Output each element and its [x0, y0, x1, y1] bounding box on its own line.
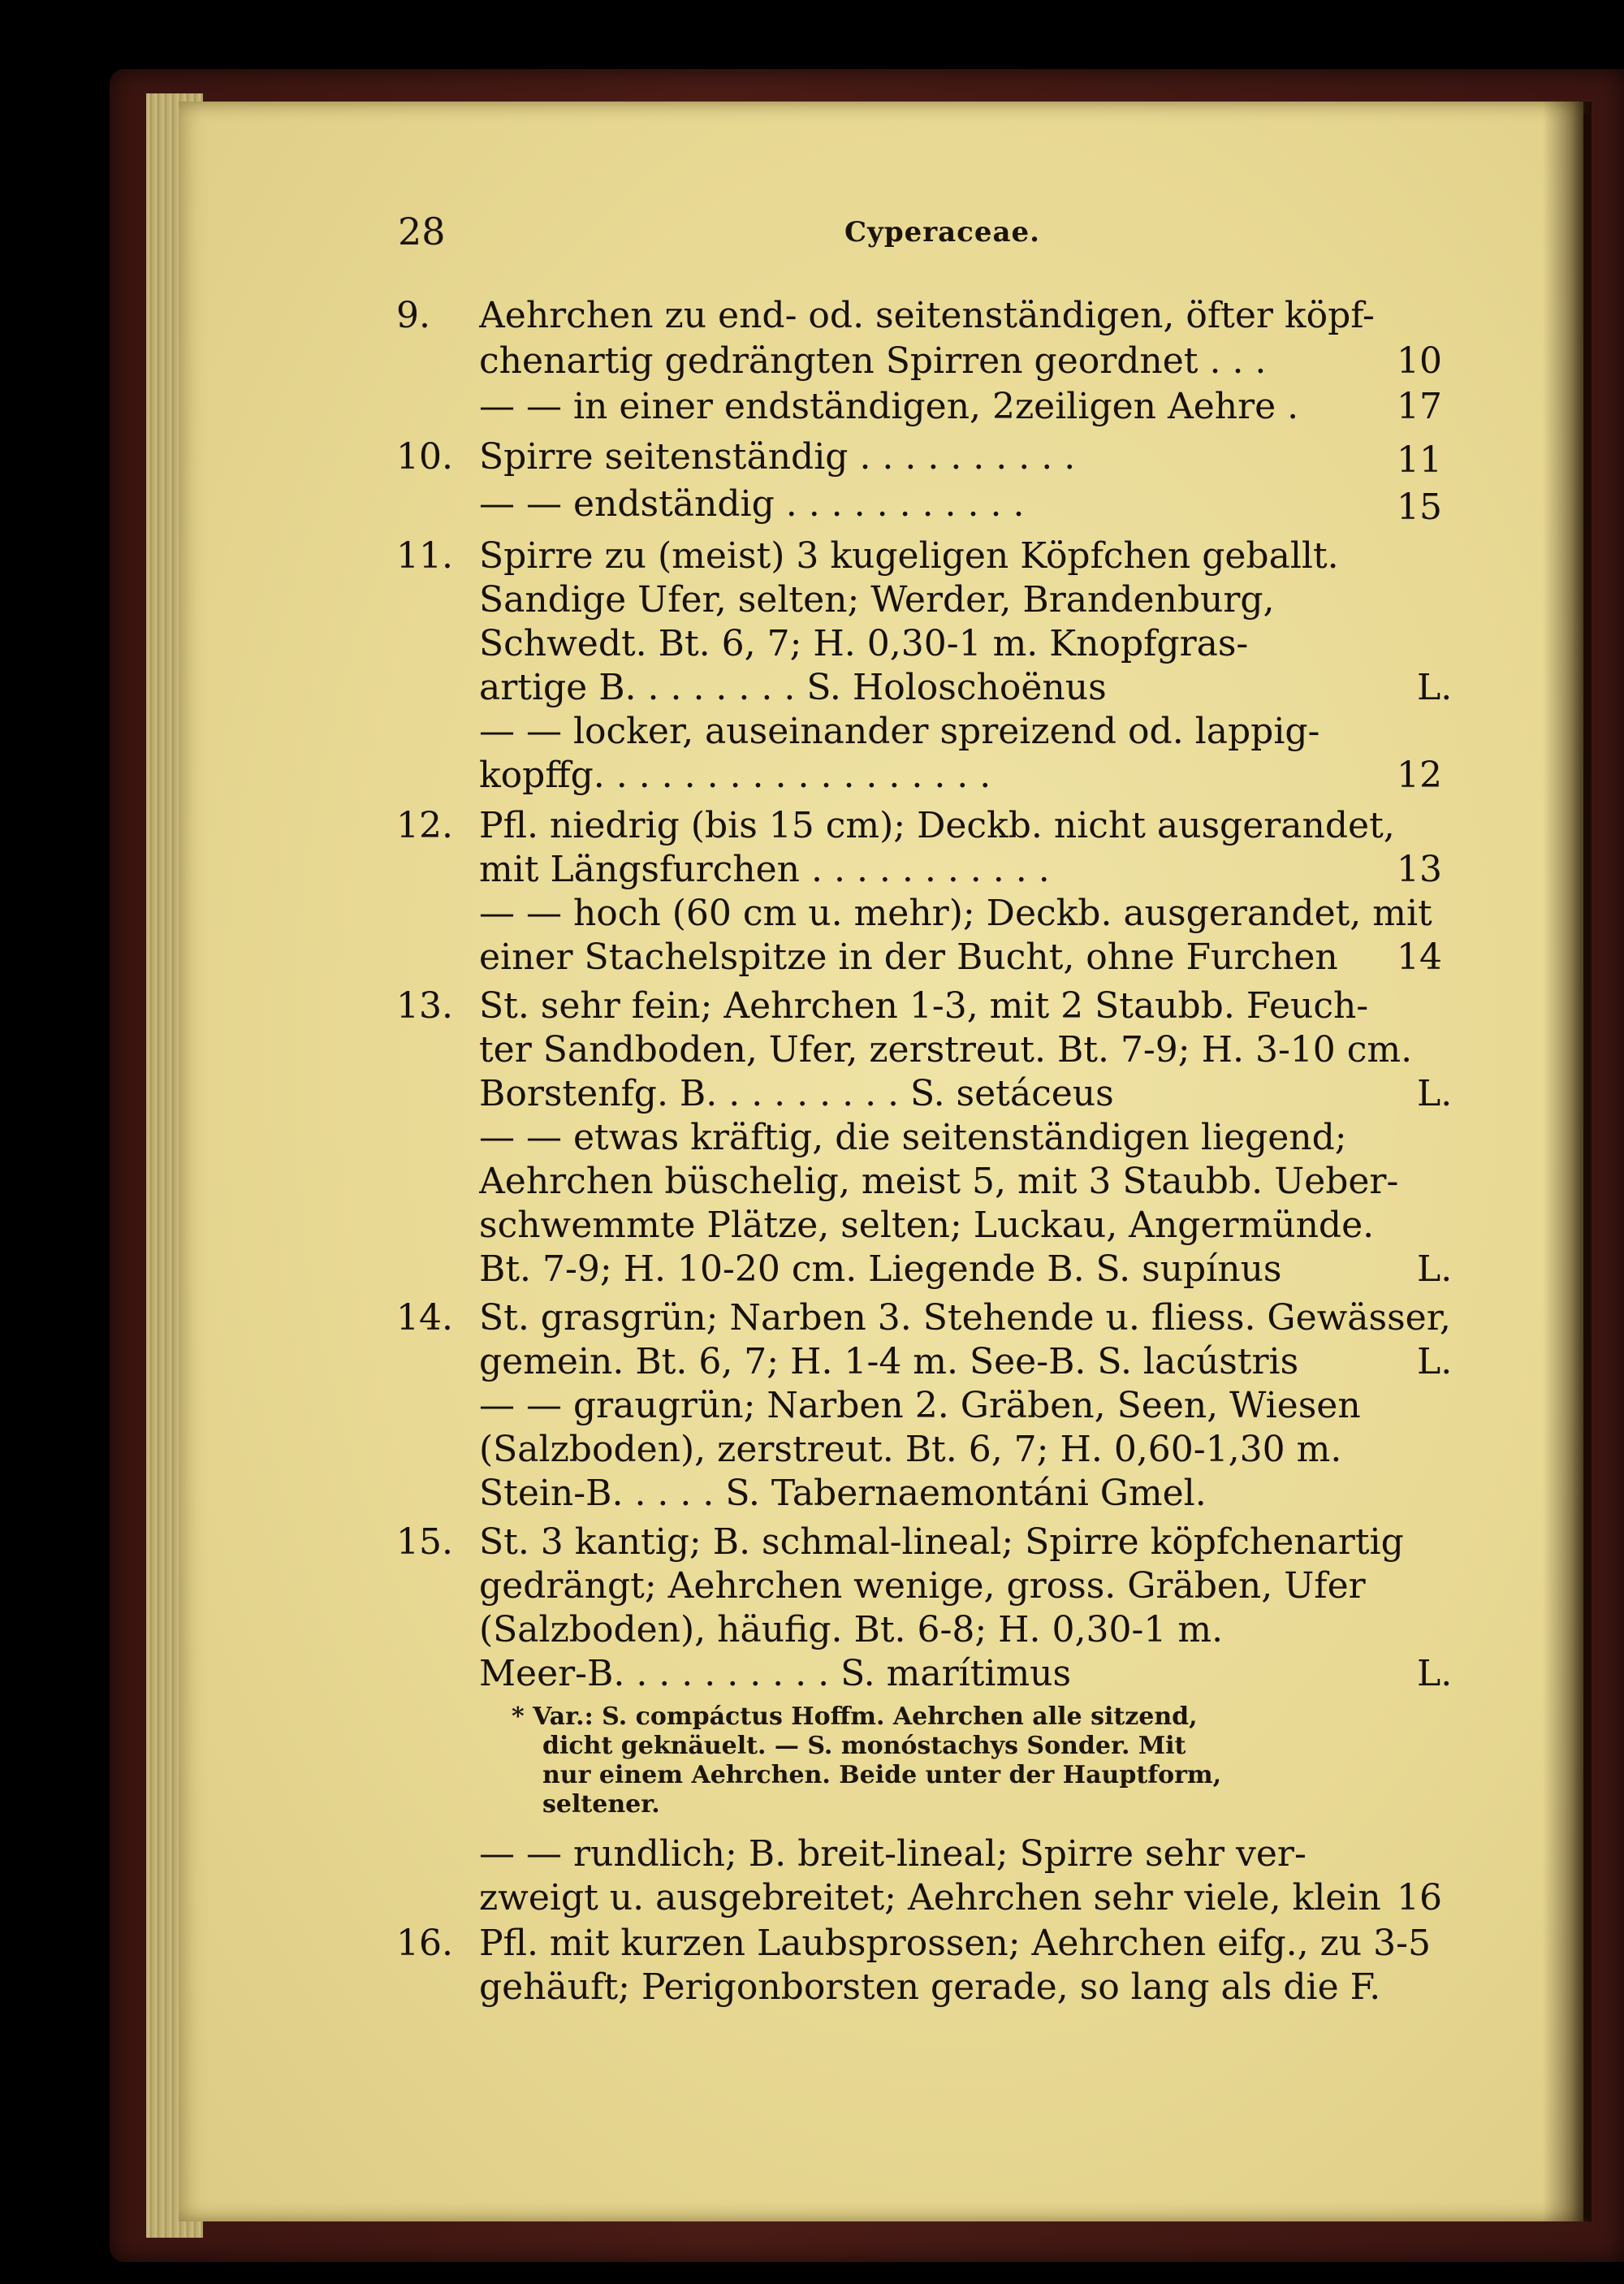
text-line: gedrängt; Aehrchen wenige, gross. Gräben, Ufer — [479, 1565, 1366, 1607]
text-line: kopffg. . . . . . . . . . . . . . . . . . — [479, 755, 991, 796]
text-line: Spirre zu (meist) 3 kugeligen Köpfchen geballt. — [479, 535, 1339, 577]
text-line: ter Sandboden, Ufer, zerstreut. Bt. 7-9; H. 3-10 cm. — [479, 1029, 1413, 1071]
entry-number: 15. — [396, 1521, 453, 1563]
text-line: zweigt u. ausgebreitet; Aehrchen sehr viele, klein — [479, 1877, 1381, 1918]
cross-reference: 15 — [1397, 487, 1442, 528]
text-line: — — rundlich; B. breit-lineal; Spirre sehr ver- — [479, 1833, 1307, 1875]
text-line: Pfl. mit kurzen Laubsprossen; Aehrchen eifg., zu 3-5 — [479, 1923, 1431, 1964]
text-line: gehäuft; Perigonborsten gerade, so lang als die F. — [479, 1966, 1381, 2008]
text-line: — — hoch (60 cm u. mehr); Deckb. ausgerandet, mit — [479, 893, 1432, 934]
text-line: gemein. Bt. 6, 7; H. 1-4 m. See-B. S. lacústris — [479, 1341, 1299, 1382]
text-line: Stein-B. . . . . S. Tabernaemontáni Gmel. — [479, 1473, 1207, 1514]
running-title: Cyperaceae. — [844, 216, 1040, 249]
cross-reference: 13 — [1397, 849, 1442, 890]
entry-number: 10. — [396, 436, 453, 478]
text-line: mit Längsfurchen . . . . . . . . . . . — [479, 849, 1050, 890]
entry-number: 13. — [396, 985, 453, 1027]
spine-fold — [1583, 114, 1590, 2217]
author-citation: L. — [1417, 1341, 1453, 1382]
text-line: Schwedt. Bt. 6, 7; H. 0,30-1 m. Knopfgras- — [479, 623, 1249, 664]
author-citation: L. — [1417, 1248, 1453, 1290]
text-line: einer Stachelspitze in der Bucht, ohne Furchen — [479, 937, 1338, 978]
cross-reference: 17 — [1397, 386, 1442, 427]
entry-number: 9. — [396, 295, 430, 336]
text-line: Borstenfg. B. . . . . . . . . S. setáceus — [479, 1073, 1114, 1114]
text-line: St. sehr fein; Aehrchen 1-3, mit 2 Staubb. Feuch- — [479, 985, 1369, 1027]
entry-number: 11. — [396, 535, 453, 577]
text-line: Meer-B. . . . . . . . . . S. marítimus — [479, 1653, 1072, 1694]
text-line: — — etwas kräftig, die seitenständigen liegend; — [479, 1117, 1347, 1158]
text-line: Spirre seitenständig . . . . . . . . . . — [479, 436, 1076, 478]
text-line: chenartig gedrängten Spirren geordnet . . . — [479, 340, 1267, 382]
text-line: — — graugrün; Narben 2. Gräben, Seen, Wiesen — [479, 1385, 1361, 1426]
variety-note-line: seltener. — [542, 1790, 660, 1819]
text-line: Pfl. niedrig (bis 15 cm); Deckb. nicht ausgerandet, — [479, 805, 1395, 846]
author-citation: L. — [1417, 1073, 1453, 1114]
cross-reference: 12 — [1397, 755, 1442, 796]
author-citation: L. — [1417, 1653, 1453, 1694]
entry-number: 16. — [396, 1923, 453, 1964]
entry-number: 12. — [396, 805, 453, 846]
author-citation: L. — [1417, 667, 1453, 708]
text-line: artige B. . . . . . . . S. Holoschoënus — [479, 667, 1107, 708]
text-line: — — endständig . . . . . . . . . . . — [479, 483, 1025, 525]
variety-note-line: * Var.: S. compáctus Hoffm. Aehrchen alle sitzend, — [512, 1702, 1198, 1731]
text-line: (Salzboden), zerstreut. Bt. 6, 7; H. 0,60-1,30 m. — [479, 1429, 1342, 1470]
text-line: Sandige Ufer, selten; Werder, Brandenburg, — [479, 579, 1275, 621]
text-line: Aehrchen büschelig, meist 5, mit 3 Staubb. Ueber- — [479, 1161, 1399, 1202]
cross-reference: 16 — [1397, 1877, 1442, 1918]
text-line: (Salzboden), häufig. Bt. 6-8; H. 0,30-1 m. — [479, 1609, 1224, 1650]
variety-note-line: dicht geknäuelt. — S. monóstachys Sonder. Mit — [542, 1732, 1186, 1760]
cross-reference: 14 — [1397, 937, 1442, 978]
cross-reference: 10 — [1397, 340, 1442, 382]
entry-number: 14. — [396, 1297, 453, 1339]
text-line: — — in einer endständigen, 2zeiligen Aehre . — [479, 386, 1299, 427]
cross-reference: 11 — [1397, 439, 1442, 481]
text-line: Bt. 7-9; H. 10-20 cm. Liegende B. S. supínus — [479, 1248, 1282, 1290]
page-number: 28 — [398, 210, 446, 253]
text-line: Aehrchen zu end- od. seitenständigen, öfter köpf- — [479, 295, 1375, 336]
text-line: St. 3 kantig; B. schmal-lineal; Spirre köpfchenartig — [479, 1521, 1404, 1563]
text-line: — — locker, auseinander spreizend od. lappig- — [479, 711, 1320, 752]
text-line: schwemmte Plätze, selten; Luckau, Angermünde. — [479, 1205, 1375, 1246]
variety-note-line: nur einem Aehrchen. Beide unter der Hauptform, — [542, 1761, 1222, 1789]
text-line: St. grasgrün; Narben 3. Stehende u. fliess. Gewässer, — [479, 1297, 1451, 1339]
